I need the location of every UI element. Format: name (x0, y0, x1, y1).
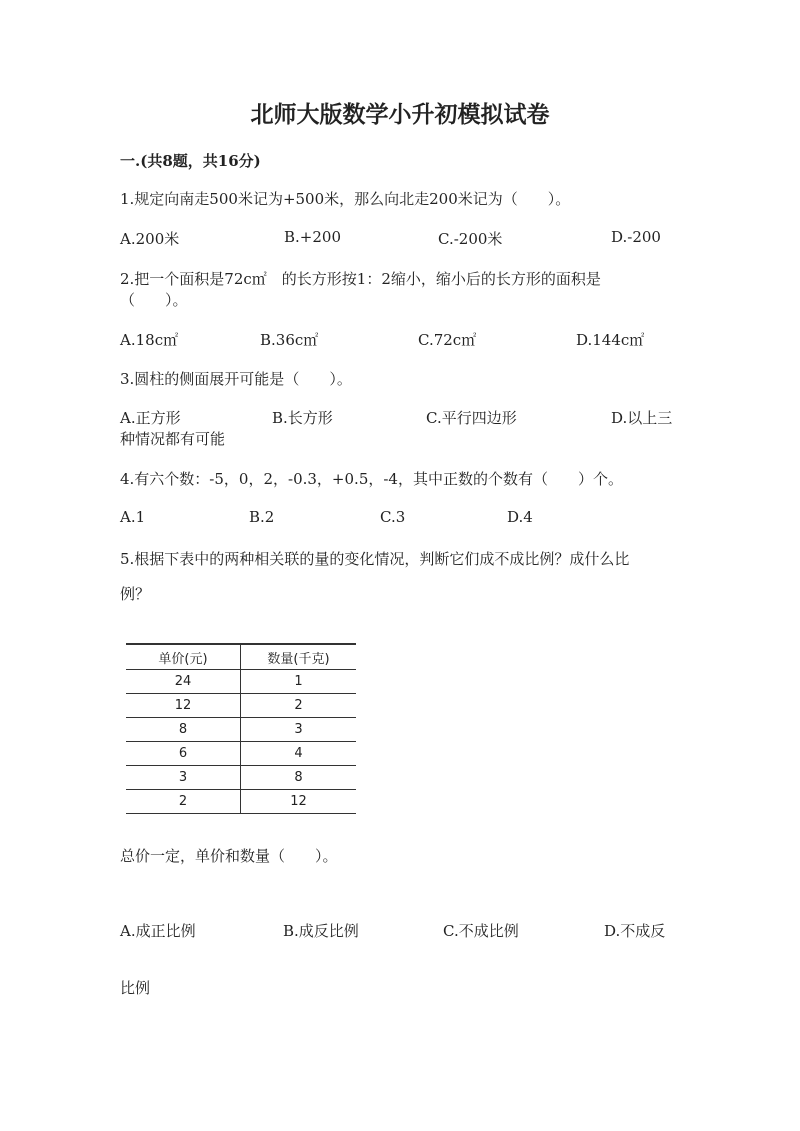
question-1-option-a: A.200米 (120, 230, 180, 248)
table-cell: 12 (126, 694, 241, 718)
table-row (126, 670, 356, 694)
question-4-option-d: D.4 (507, 508, 533, 526)
question-1-option-d: D.-200 (611, 228, 661, 246)
question-5-option-b: B.成反比例 (283, 922, 359, 940)
question-5-option-d-cont: 比例 (120, 979, 151, 997)
table-cell: 1 (241, 670, 357, 694)
question-3-option-c: C.平行四边形 (426, 409, 517, 427)
table-cell: 8 (126, 718, 241, 742)
page-title: 北师大版数学小升初模拟试卷 (250, 101, 550, 128)
question-5-option-d: D.不成反 (604, 922, 666, 940)
question-2-option-c: C.72c㎡ (418, 331, 477, 349)
question-2-stem-line1: 2.把一个面积是72c㎡ 的长方形按1：2缩小，缩小后的长方形的面积是 (120, 270, 601, 288)
question-3-option-b: B.长方形 (272, 409, 333, 427)
table-row (126, 790, 356, 814)
table-header-quantity: 数量(千克) (241, 644, 357, 670)
table-cell: 4 (241, 742, 357, 766)
question-4-stem: 4.有六个数：-5，0，2，-0.3，+0.5，-4，其中正数的个数有（ ）个。 (120, 470, 623, 488)
table-cell: 12 (241, 790, 357, 814)
table-cell: 2 (241, 694, 357, 718)
question-5-option-c: C.不成比例 (443, 922, 519, 940)
question-4-option-b: B.2 (249, 508, 275, 526)
table-cell: 3 (241, 718, 357, 742)
question-4-option-c: C.3 (380, 508, 406, 526)
question-3-stem: 3.圆柱的侧面展开可能是（ ）。 (120, 370, 352, 388)
question-5-prompt: 总价一定，单价和数量（ ）。 (120, 847, 338, 865)
question-1-option-c: C.-200米 (438, 230, 503, 248)
table-cell: 24 (126, 670, 241, 694)
question-2-option-b: B.36c㎡ (260, 331, 319, 349)
question-4-option-a: A.1 (120, 508, 146, 526)
table-cell: 2 (126, 790, 241, 814)
question-5-option-a: A.成正比例 (120, 922, 196, 940)
question-2-stem-line2: （ ）。 (120, 291, 188, 309)
table-row (126, 694, 356, 718)
table-row (126, 766, 356, 790)
data-table (126, 643, 356, 814)
table-row (126, 718, 356, 742)
question-3-option-d: D.以上三 (611, 409, 673, 427)
table-header-unit-price: 单价(元) (126, 644, 241, 670)
table-header-row (126, 644, 356, 670)
question-5-stem-line2: 例？ (120, 585, 151, 603)
question-1-stem: 1.规定向南走500米记为+500米，那么向北走200米记为（ ）。 (120, 190, 571, 208)
table-cell: 8 (241, 766, 357, 790)
section-heading: 一.(共8题，共16分) (120, 152, 261, 170)
table-cell: 6 (126, 742, 241, 766)
question-3-option-d-cont: 种情况都有可能 (120, 430, 226, 448)
question-3-option-a: A.正方形 (120, 409, 181, 427)
question-1-option-b: B.+200 (284, 228, 341, 246)
question-5-stem-line1: 5.根据下表中的两种相关联的量的变化情况，判断它们成不成比例？成什么比 (120, 550, 630, 568)
question-2-option-a: A.18c㎡ (120, 331, 179, 349)
table-cell: 3 (126, 766, 241, 790)
question-2-option-d: D.144c㎡ (576, 331, 645, 349)
table-row (126, 742, 356, 766)
